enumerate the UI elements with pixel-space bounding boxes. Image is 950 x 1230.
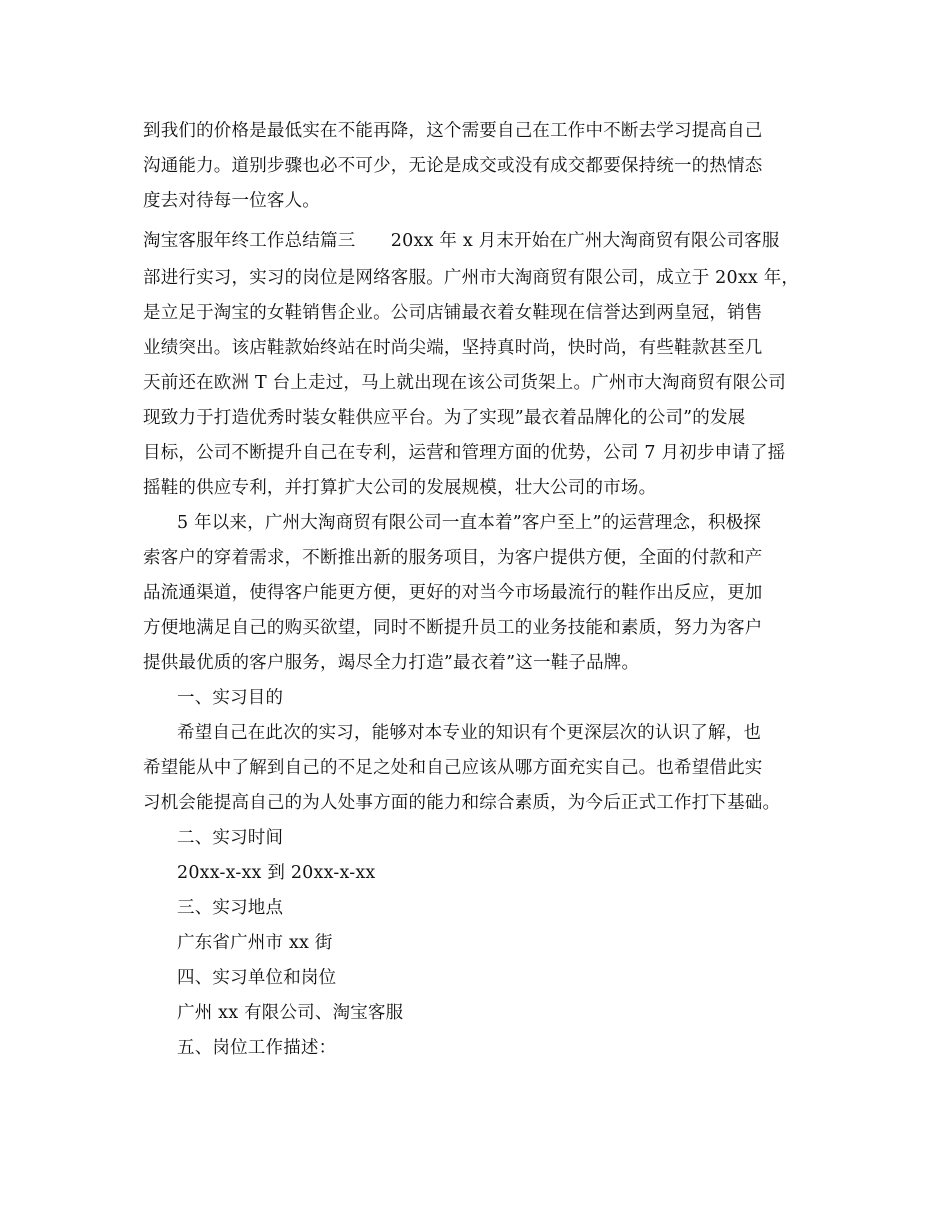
text-line: 是立足于淘宝的女鞋销售企业。公司店铺最衣着女鞋现在信誉达到两皇冠，销售: [143, 303, 763, 323]
internship-dates: 20xx-x-xx 到 20xx-x-xx: [177, 863, 376, 883]
heading-unit-position: 四、实习单位和岗位: [177, 968, 337, 988]
text-line: 提供最优质的客户服务，竭尽全力打造”最衣着”这一鞋子品牌。: [143, 653, 640, 673]
heading-purpose: 一、实习目的: [177, 688, 284, 708]
text-line: 沟通能力。道别步骤也必不可少，无论是成交或没有成交都要保持统一的热情态: [143, 156, 763, 176]
internship-unit: 广州 xx 有限公司、淘宝客服: [177, 1003, 404, 1023]
text-line: 业绩突出。该店鞋款始终站在时尚尖端，坚持真时尚，快时尚，有些鞋款甚至几: [143, 338, 763, 358]
text-line: 现致力于打造优秀时装女鞋供应平台。为了实现”最衣着品牌化的公司”的发展: [143, 408, 746, 428]
text-line: 天前还在欧洲 T 台上走过，马上就出现在该公司货架上。广州市大淘商贸有限公司: [143, 373, 786, 393]
text-line: 部进行实习，实习的岗位是网络客服。广州市大淘商贸有限公司，成立于 20xx 年，: [143, 268, 800, 288]
text-line: 希望能从中了解到自己的不足之处和自己应该从哪方面充实自己。也希望借此实: [143, 758, 763, 778]
text-line: 到我们的价格是最低实在不能再降，这个需要自己在工作中不断去学习提高自己: [143, 121, 763, 141]
text-line: 索客户的穿着需求，不断推出新的服务项目，为客户提供方便，全面的付款和产: [143, 548, 763, 568]
heading-time: 二、实习时间: [177, 828, 284, 848]
paragraph-start-line: 5 年以来，广州大淘商贸有限公司一直本着”客户至上”的运营理念，积极探: [177, 513, 762, 533]
text-line: 度去对待每一位客人。: [143, 191, 320, 211]
text-line: 习机会能提高自己的为人处事方面的能力和综合素质，为今后正式工作打下基础。: [143, 793, 781, 813]
heading-location: 三、实习地点: [177, 898, 284, 918]
paragraph-start-line: 希望自己在此次的实习，能够对本专业的知识有个更深层次的认识了解，也: [177, 723, 762, 743]
section-title-line: 淘宝客服年终工作总结篇三 20xx 年 x 月末开始在广州大淘商贸有限公司客服: [143, 231, 780, 251]
text-line: 摇鞋的供应专利，并打算扩大公司的发展规模，壮大公司的市场。: [143, 478, 657, 498]
heading-job-description: 五、岗位工作描述：: [177, 1038, 337, 1058]
text-line: 目标，公司不断提升自己在专利，运营和管理方面的优势，公司 7 月初步申请了摇: [143, 443, 786, 463]
text-line: 方便地满足自己的购买欲望，同时不断提升员工的业务技能和素质，努力为客户: [143, 618, 763, 638]
internship-location: 广东省广州市 xx 街: [177, 933, 333, 953]
text-line: 品流通渠道，使得客户能更方便，更好的对当今市场最流行的鞋作出反应，更加: [143, 583, 763, 603]
